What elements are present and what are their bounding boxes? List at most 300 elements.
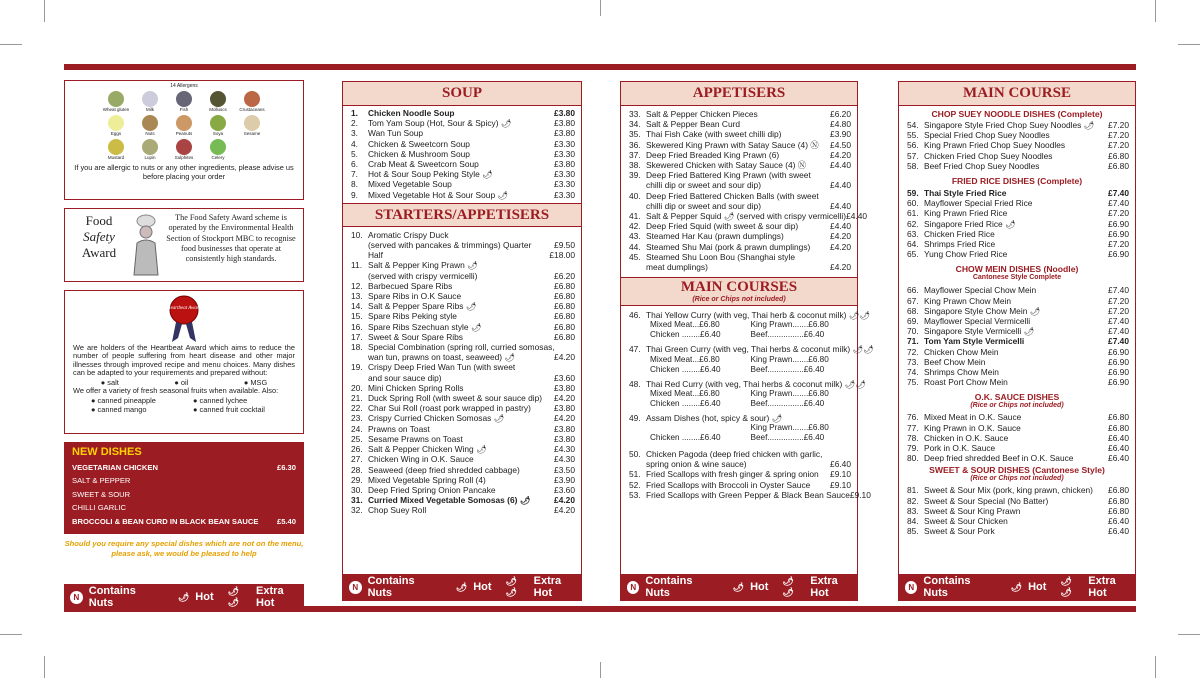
item-price: £3.90 xyxy=(830,129,851,140)
item-number: 63. xyxy=(907,228,919,239)
item-price: £9.10 xyxy=(849,489,871,500)
item-number xyxy=(629,201,646,211)
item-price: £7.20 xyxy=(1108,208,1129,219)
menu-item xyxy=(351,373,575,383)
curry-prices xyxy=(629,320,851,330)
item-name: Mixed Meat in O.K. Sauce xyxy=(924,412,1022,423)
item-price: £6.90 xyxy=(1108,367,1129,378)
without-oil: ● oil xyxy=(174,377,189,387)
menu-item xyxy=(907,239,1129,249)
allergen-grid xyxy=(69,91,299,161)
item-number: 56. xyxy=(907,140,919,151)
allergen-label: Sulphites xyxy=(174,155,194,160)
item-name: Deep Fried Battered King Prawn (with sweet xyxy=(646,170,811,181)
item-name: King Prawn Fried Chop Suey Noodles xyxy=(924,140,1066,151)
nuts-icon: N xyxy=(70,591,83,604)
item-name: Chicken Fried Rice xyxy=(924,228,995,239)
menu-item xyxy=(907,347,1129,357)
ok-sauce-list xyxy=(899,409,1135,463)
item-number: 50. xyxy=(629,449,641,460)
new-dish-name: CHILLI GARLIC xyxy=(72,503,127,513)
new-dishes-list xyxy=(72,461,296,528)
menu-item xyxy=(907,296,1129,306)
allergen-icon xyxy=(176,91,192,107)
item-price: £9.50 xyxy=(554,240,575,251)
allergen-item xyxy=(204,115,232,137)
soup-list xyxy=(343,106,581,200)
allergen-item xyxy=(170,91,198,113)
allergen-label: Lupin xyxy=(144,155,156,160)
item-price: £7.20 xyxy=(1108,120,1129,130)
legend-hot-label: Hot xyxy=(473,581,492,593)
item-price: £6.80 xyxy=(1108,412,1129,423)
item-number: 49. xyxy=(629,412,641,423)
item-number: 39. xyxy=(629,170,641,181)
sweet-sour-title: SWEET & SOUR DISHES (Cantonese Style) xyxy=(929,465,1105,476)
legend-nuts-label: Contains Nuts xyxy=(645,575,693,599)
legend-footer xyxy=(621,574,857,600)
appetisers-list xyxy=(621,106,868,273)
item-number: 9. xyxy=(351,189,358,200)
item-number: 76. xyxy=(907,412,919,423)
item-name: Mini Chicken Spring Rolls xyxy=(368,382,464,393)
item-name: Mixed Vegetable Hot & Sour Soup 🌶 xyxy=(368,189,509,200)
item-number xyxy=(351,250,368,260)
item-price: £3.90 xyxy=(554,474,575,485)
item-price: £6.90 xyxy=(1108,377,1129,388)
curry-price: King Prawn.......£6.80 xyxy=(750,423,829,433)
item-number: 66. xyxy=(907,285,919,296)
allergen-label: Peanuts xyxy=(175,131,193,136)
menu-item xyxy=(351,322,575,332)
item-price: £6.80 xyxy=(1108,160,1129,171)
allergen-item xyxy=(204,139,232,161)
allergen-item xyxy=(102,91,130,113)
item-number: 23. xyxy=(351,413,363,424)
allergen-label: Soya xyxy=(212,131,224,136)
allergen-item xyxy=(102,115,130,137)
curry-price: King Prawn.......£6.80 xyxy=(750,354,829,364)
item-price: £3.30 xyxy=(554,189,575,200)
allergen-label: Sesame xyxy=(243,131,261,136)
item-number: 30. xyxy=(351,484,363,495)
item-name: Seaweed (deep fried shredded cabbage) xyxy=(368,464,520,475)
item-number: 6. xyxy=(351,159,358,170)
item-price: £6.90 xyxy=(1108,228,1129,239)
allergen-item xyxy=(170,115,198,137)
item-number: 51. xyxy=(629,469,641,480)
item-price: £3.30 xyxy=(554,179,575,190)
legend-footer xyxy=(64,584,304,610)
item-name: Thai Style Fried Rice xyxy=(924,188,1007,199)
item-name: Salt & Pepper Chicken Pieces xyxy=(646,109,758,119)
extra-hot-icon: 🌶🌶 xyxy=(505,576,517,597)
item-number: 38. xyxy=(629,160,641,171)
menu-item xyxy=(351,434,575,444)
item-name: Sweet & Sour Mix (pork, king prawn, chicken) xyxy=(924,485,1093,496)
allergen-item xyxy=(238,91,266,113)
item-price: £4.30 xyxy=(554,444,575,455)
menu-item xyxy=(907,306,1129,316)
item-price: £6.80 xyxy=(1108,495,1129,506)
soup-header: SOUP xyxy=(343,82,581,106)
item-price: £4.40 xyxy=(846,211,868,222)
menu-item xyxy=(351,362,575,372)
item-price: £6.90 xyxy=(1108,356,1129,367)
menu-item xyxy=(629,180,851,190)
item-price: £4.40 xyxy=(830,200,851,211)
item-price: £3.80 xyxy=(554,403,575,414)
item-name: Wan Tun Soup xyxy=(368,128,424,139)
item-name: Mayflower Special Vermicelli xyxy=(924,316,1031,327)
item-price: £4.20 xyxy=(554,495,575,506)
allergens-box xyxy=(64,80,304,200)
legend-hot-label: Hot xyxy=(195,591,214,603)
item-price: £18.00 xyxy=(549,250,575,261)
menu-item xyxy=(907,208,1129,218)
food-safety-box xyxy=(64,208,304,282)
menu-item xyxy=(907,367,1129,377)
curry-price: Mixed Meat...£6.80 xyxy=(650,388,720,398)
menu-item xyxy=(351,281,575,291)
item-name: chilli dip or sweet and sour dip) xyxy=(646,200,761,211)
allergen-label: Wheat gluten xyxy=(102,107,130,112)
menu-item xyxy=(351,465,575,475)
menu-item xyxy=(907,506,1129,516)
item-price: £6.40 xyxy=(1108,453,1129,464)
item-price: £4.20 xyxy=(554,393,575,404)
hot-icon: 🌶 xyxy=(1010,581,1023,592)
legend-extra-hot-label: Extra Hot xyxy=(256,585,284,609)
new-dish-item xyxy=(72,474,296,487)
item-number: 47. xyxy=(629,344,641,355)
item-number: 46. xyxy=(629,310,641,321)
menu-item xyxy=(351,149,575,159)
nuts-icon: N xyxy=(349,581,362,594)
item-price: £7.20 xyxy=(1108,305,1129,316)
special-note: Should you require any special dishes which are not on the menu, please ask, we would be pleased to help xyxy=(64,539,304,558)
item-price: £6.80 xyxy=(554,311,575,322)
extra-hot-icon: 🌶🌶 xyxy=(1060,576,1072,597)
menu-item xyxy=(629,469,851,479)
item-number: 44. xyxy=(629,241,641,252)
item-number: 35. xyxy=(629,129,641,140)
item-price: £3.80 xyxy=(554,382,575,393)
item-number: 12. xyxy=(351,280,363,291)
food-safety-title-3: Award xyxy=(81,245,117,260)
menu-item xyxy=(907,219,1129,229)
item-name: wan tun, prawns on toast, seaweed) 🌶 xyxy=(368,352,516,363)
item-number: 19. xyxy=(351,362,363,373)
item-number: 80. xyxy=(907,453,919,464)
curry-price: Chicken ........£6.40 xyxy=(650,330,721,340)
menu-item xyxy=(629,170,851,180)
item-price: £6.90 xyxy=(1108,346,1129,357)
item-name: Sweet & Sour Spare Ribs xyxy=(368,331,463,342)
new-dishes-box xyxy=(64,442,304,534)
menu-item xyxy=(351,352,575,362)
item-number: 22. xyxy=(351,403,363,414)
menu-item xyxy=(629,242,851,252)
chow-mein-title: CHOW MEIN DISHES (Noodle) xyxy=(955,264,1079,275)
allergen-icon xyxy=(244,115,260,131)
item-name: Spare Ribs in O.K Sauce xyxy=(368,291,462,302)
menu-item xyxy=(351,342,575,352)
item-name: Crispy Curried Chicken Somosas 🌶 xyxy=(368,413,505,424)
menu-item xyxy=(351,230,575,240)
new-dish-item xyxy=(72,461,296,474)
item-name: Chicken Noodle Soup xyxy=(368,108,455,118)
item-price: £6.80 xyxy=(1108,485,1129,496)
menu-item xyxy=(629,129,851,139)
item-number: 58. xyxy=(907,160,919,171)
allergen-label: Crustaceans xyxy=(239,107,265,112)
item-name: Singapore Style Chow Mein 🌶 xyxy=(924,305,1041,316)
item-name: Beef Fried Chop Suey Noodles xyxy=(924,160,1040,171)
item-name: Chicken & Mushroom Soup xyxy=(368,148,470,159)
menu-item xyxy=(907,249,1129,259)
allergens-title: 14 Allergens xyxy=(170,83,198,89)
item-name: Steamed Har Kau (prawn dumplings) xyxy=(646,231,784,242)
fried-rice-title: FRIED RICE DISHES (Complete) xyxy=(951,176,1083,187)
menu-item xyxy=(907,188,1129,198)
item-number: 37. xyxy=(629,149,641,160)
item-number: 67. xyxy=(907,295,919,306)
menu-item xyxy=(351,485,575,495)
menu-item xyxy=(351,271,575,281)
item-name: Mixed Vegetable Soup xyxy=(368,179,452,190)
item-number: 27. xyxy=(351,454,363,465)
item-price: £4.20 xyxy=(830,262,851,273)
item-number: 8. xyxy=(351,179,358,190)
menu-item xyxy=(351,332,575,342)
extra-hot-icon: 🌶🌶 xyxy=(782,576,794,597)
item-price: £6.80 xyxy=(554,280,575,291)
menu-item xyxy=(907,316,1129,326)
menu-item xyxy=(907,198,1129,208)
curry-price: King Prawn.......£6.80 xyxy=(750,388,829,398)
fruit-list xyxy=(73,397,295,414)
main-course-header: MAIN COURSE xyxy=(899,82,1135,106)
menu-item xyxy=(907,326,1129,336)
item-name: Chicken in O.K. Sauce xyxy=(924,432,1009,443)
item-number: 16. xyxy=(351,321,363,332)
item-name: Deep Fried Squid (with sweet & sour dip) xyxy=(646,221,799,232)
menu-item xyxy=(351,444,575,454)
item-number: 69. xyxy=(907,316,919,327)
item-name: Salt & Pepper Bean Curd xyxy=(646,119,741,130)
item-name: chilli dip or sweet and sour dip) xyxy=(646,180,761,191)
allergen-icon xyxy=(210,115,226,131)
item-name: Sesame Prawns on Toast xyxy=(368,433,463,444)
main-courses-subtitle: (Rice or Chips not included) xyxy=(692,296,786,304)
new-dish-item xyxy=(72,488,296,501)
food-safety-title-1: Food xyxy=(85,213,113,228)
allergen-icon xyxy=(244,91,260,107)
menu-item xyxy=(351,108,575,118)
item-price: £3.50 xyxy=(554,464,575,475)
item-number: 61. xyxy=(907,208,919,219)
ok-sauce-subtitle: (Rice or Chips not included) xyxy=(970,402,1064,410)
item-name: Mayflower Special Fried Rice xyxy=(924,198,1033,209)
item-number: 54. xyxy=(907,120,919,130)
item-number xyxy=(351,352,368,362)
menu-item xyxy=(351,301,575,311)
item-name: Tom Yam Soup (Hot, Sour & Spicy) 🌶 xyxy=(368,118,512,129)
menu-item xyxy=(907,140,1129,150)
item-name: Sweet & Sour Pork xyxy=(924,526,995,537)
curry-item xyxy=(629,378,866,389)
allergen-icon xyxy=(210,139,226,155)
item-number: 33. xyxy=(629,109,641,119)
item-name: Tom Yam Style Vermicelli xyxy=(924,336,1025,347)
item-price: £3.80 xyxy=(554,433,575,444)
item-price: £4.80 xyxy=(830,119,851,130)
menu-item xyxy=(907,120,1129,130)
item-name: King Prawn Fried Rice xyxy=(924,208,1008,219)
new-dishes-title: NEW DISHES xyxy=(72,446,142,458)
item-number: 73. xyxy=(907,356,919,367)
new-dish-item xyxy=(72,515,296,528)
item-number xyxy=(351,271,368,281)
menu-item xyxy=(907,130,1129,140)
item-number: 55. xyxy=(907,130,919,141)
menu-item xyxy=(351,190,575,200)
new-dish-name: BROCCOLI & BEAN CURD IN BLACK BEAN SAUCE xyxy=(72,516,259,526)
allergen-icon xyxy=(108,91,124,107)
menu-item xyxy=(629,150,851,160)
item-price: £6.40 xyxy=(1108,516,1129,527)
curry-price: Chicken ........£6.40 xyxy=(650,364,721,374)
menu-item xyxy=(351,454,575,464)
item-number: 20. xyxy=(351,382,363,393)
item-number: 70. xyxy=(907,326,919,337)
item-number: 79. xyxy=(907,443,919,454)
allergen-label: Mustard xyxy=(107,155,125,160)
item-price: £7.20 xyxy=(1108,239,1129,250)
fresh-text: We offer a variety of fresh seasonal fruits when available. Also: xyxy=(73,385,279,395)
menu-item xyxy=(907,496,1129,506)
allergen-item xyxy=(136,91,164,113)
item-price: £3.80 xyxy=(554,118,575,129)
allergen-item xyxy=(204,91,232,113)
curry-price: Mixed Meat...£6.80 xyxy=(650,354,720,364)
menu-item xyxy=(907,433,1129,443)
curry-prices xyxy=(629,355,851,365)
item-price: £7.40 xyxy=(1108,198,1129,209)
fruit-item: ● canned lychee xyxy=(193,396,248,406)
item-name: Pork in O.K. Sauce xyxy=(924,443,996,454)
item-name: Salt & Pepper Squid 🌶 (served with crispy vermicelli) xyxy=(646,211,847,222)
item-price: £7.20 xyxy=(1108,130,1129,141)
legend-extra-hot-label: Extra Hot xyxy=(810,575,838,599)
item-price: £4.30 xyxy=(554,454,575,465)
item-price: £6.20 xyxy=(554,270,575,281)
starters-header: STARTERS/APPETISERS xyxy=(343,203,581,227)
item-number: 11. xyxy=(351,260,363,271)
item-price: £3.80 xyxy=(554,108,575,118)
item-number: 65. xyxy=(907,249,919,260)
item-price: £6.40 xyxy=(1108,432,1129,443)
legend-nuts-label: Contains Nuts xyxy=(923,575,971,599)
legend-nuts-label: Contains Nuts xyxy=(367,575,415,599)
item-name: Chop Suey Roll xyxy=(368,505,427,516)
item-number: 59. xyxy=(907,188,919,199)
menu-item xyxy=(351,260,575,270)
menu-item xyxy=(907,336,1129,346)
new-dish-name: VEGETARIAN CHICKEN xyxy=(72,463,158,472)
menu-item xyxy=(351,424,575,434)
curry-price: Beef................£6.40 xyxy=(750,364,825,374)
allergen-label: Eggs xyxy=(110,131,122,136)
item-name: (served with crispy vermicelli) xyxy=(368,270,478,281)
item-price: £3.60 xyxy=(554,484,575,495)
item-price: £4.20 xyxy=(830,149,851,160)
item-name: spring onion & wine sauce) xyxy=(646,459,747,470)
fruit-item: ● canned pineapple xyxy=(91,396,156,406)
allergen-item xyxy=(238,115,266,137)
item-number: 36. xyxy=(629,139,641,150)
item-name: Skewered King Prawn with Satay Sauce (4) Ⓝ xyxy=(646,139,819,150)
item-price: £6.80 xyxy=(1108,422,1129,433)
item-name: meat dumplings) xyxy=(646,262,708,273)
legend-footer xyxy=(899,574,1135,600)
menu-item xyxy=(629,221,851,231)
info-panel xyxy=(64,80,304,609)
item-number: 64. xyxy=(907,239,919,250)
curry-prices xyxy=(629,399,851,409)
item-name: (served with pancakes & trimmings) Quarter xyxy=(368,240,532,251)
curry-prices xyxy=(629,330,851,340)
menu-item xyxy=(907,526,1129,536)
nuts-icon: N xyxy=(905,581,917,594)
item-price: £3.30 xyxy=(554,148,575,159)
item-name: Singapore Fried Rice 🌶 xyxy=(924,218,1016,229)
menu-item xyxy=(351,311,575,321)
item-name: Thai Green Curry (with veg, Thai herbs & coconut milk) 🌶🌶 xyxy=(646,344,874,355)
item-number: 29. xyxy=(351,474,363,485)
menu-item xyxy=(629,459,851,469)
curry-item xyxy=(629,344,874,355)
item-name: Chicken & Sweetcorn Soup xyxy=(368,138,470,149)
item-price: £3.80 xyxy=(554,128,575,139)
menu-item xyxy=(629,191,851,201)
item-price: £4.40 xyxy=(830,180,851,191)
item-name: Deep fried shredded Beef in O.K. Sauce xyxy=(924,453,1074,464)
item-name: Shrimps Fried Rice xyxy=(924,239,996,250)
item-number: 62. xyxy=(907,218,919,229)
item-price: £4.20 xyxy=(830,241,851,252)
top-bar xyxy=(64,64,1136,70)
item-number: 26. xyxy=(351,444,363,455)
item-name: Assam Dishes (hot, spicy & sour) 🌶 xyxy=(646,412,783,423)
item-name: Half xyxy=(368,250,383,261)
menu-item xyxy=(629,201,851,211)
item-name: King Prawn Chow Mein xyxy=(924,295,1012,306)
item-name: Thai Red Curry (with veg, Thai herbs & coconut milk) 🌶🌶 xyxy=(646,378,866,389)
allergen-icon xyxy=(176,115,192,131)
item-price: £3.60 xyxy=(554,372,575,383)
new-dish-item xyxy=(72,501,296,514)
allergen-label: Celery xyxy=(211,155,225,160)
item-price: £4.20 xyxy=(830,231,851,242)
fruit-item: ● canned fruit cocktail xyxy=(193,404,265,414)
menu-item xyxy=(629,231,851,241)
item-number: 48. xyxy=(629,378,641,389)
starters-list xyxy=(343,227,581,516)
heartbeat-badge-text: Heartbeat Award xyxy=(166,306,202,311)
menu-item xyxy=(351,250,575,260)
